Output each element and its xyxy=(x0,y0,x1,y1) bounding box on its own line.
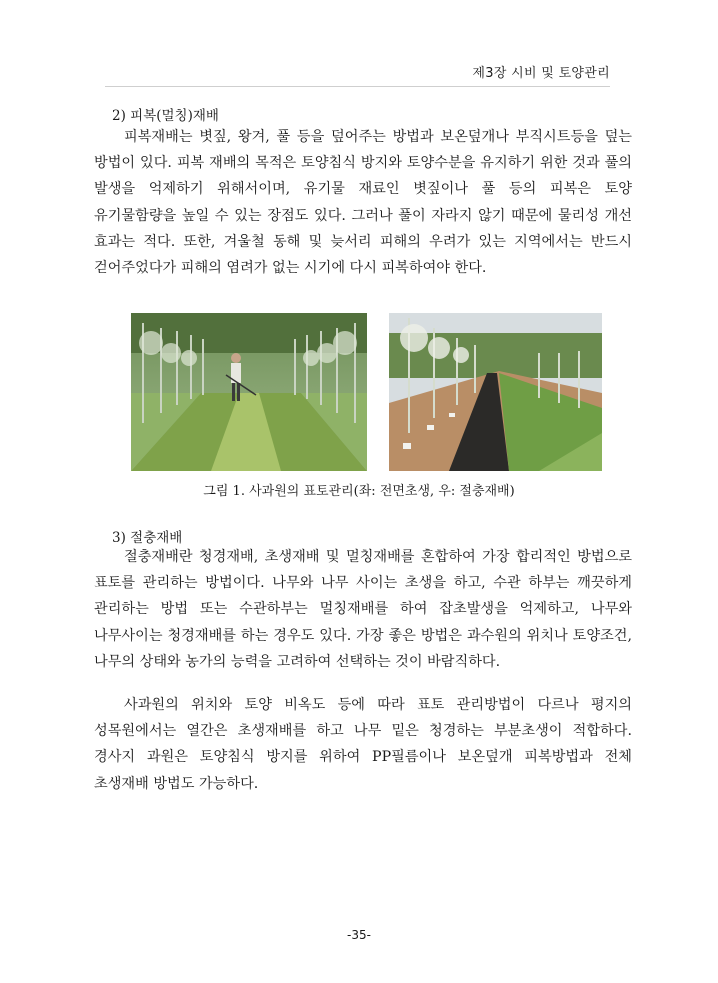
paragraph-compromise-2 xyxy=(94,692,632,797)
paragraph-compromise-1-text: 절충재배란 청경재배, 초생재배 및 멀칭재배를 혼합하여 가장 합리적인 방법으로 표토를 관리하는 방법이다. 나무와 나무 사이는 초생을 하고, 수관 하부는 깨끗하게 관리하는 방법 또는 수관하부는 멀칭재배를 하여 잡초발생을 억제하고, 나무와 나무사이는 청경재배를 하는 경우도 있다. 가장 좋은 방법은 과수원의 위치나 토양조건, 나무의 상태와 농가의 능력을 고려하여 선택하는 것이 바람직하다. xyxy=(94,549,632,670)
page-number: -35- xyxy=(347,928,371,942)
paragraph-compromise-2-text: 사과원의 위치와 토양 비옥도 등에 따라 표토 관리방법이 다르나 평지의 성목원에서는 열간은 초생재배를 하고 나무 밑은 청경하는 부분초생이 적합하다. 경사지 과원은 토양침식 방지를 위하여 PP필름이나 보온덮개 피복방법과 전체 초생재배 방법도 가능하다. xyxy=(94,697,632,792)
chapter-header: 제3장 시비 및 토양관리 xyxy=(472,66,610,81)
figure-caption: 그림 1. 사과원의 표토관리(좌: 전면초생, 우: 절충재배) xyxy=(203,484,515,499)
paragraph-compromise-1 xyxy=(94,544,632,675)
orchard-full-sod-photo xyxy=(131,313,367,471)
orchard-mulch-strip-photo xyxy=(389,313,602,471)
paragraph-mulching-text: 피복재배는 볏짚, 왕겨, 풀 등을 덮어주는 방법과 보온덮개나 부직시트등을 덮는 방법이 있다. 피복 재배의 목적은 토양침식 방지와 토양수분을 유지하기 위한 것과 풀의 발생을 억제하기 위해서이며, 유기물 재료인 볏짚이나 풀 등의 피복은 토양 유기물함량을 높일 수 있는 장점도 있다. 그러나 풀이 자라지 않기 때문에 물리성 개선 효과는 적다. 또한, 겨울철 동해 및 늦서리 피해의 우려가 있는 지역에서는 반드시 걷어주었다가 피해의 염려가 없는 시기에 다시 피복하여야 한다. xyxy=(94,129,632,277)
section-heading-mulching: 2) 피복(멀칭)재배 xyxy=(112,108,219,124)
paragraph-mulching xyxy=(94,124,632,281)
header-divider xyxy=(105,86,610,87)
section-heading-compromise: 3) 절충재배 xyxy=(112,530,183,546)
